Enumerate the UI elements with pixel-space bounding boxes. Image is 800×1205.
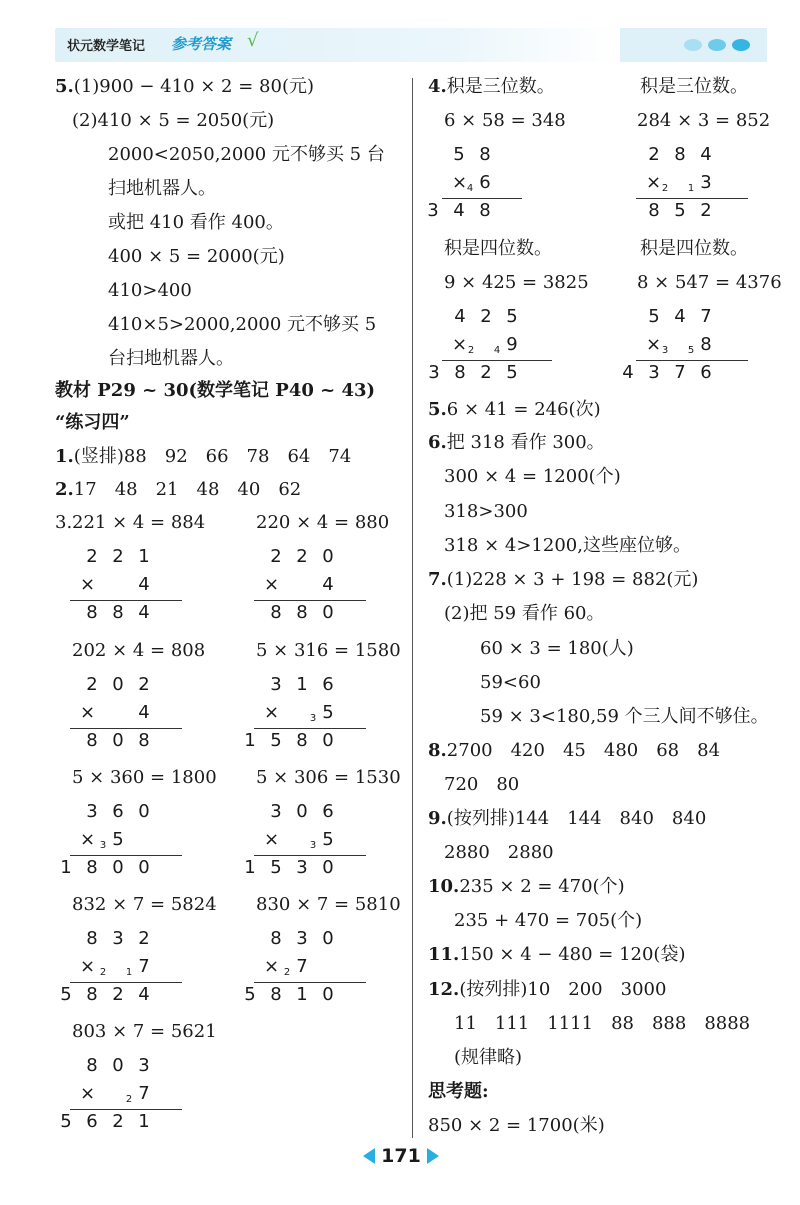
multiplicand-digit: 8 — [86, 928, 98, 949]
calc-underline — [254, 600, 366, 601]
carry-digit: 3 — [309, 713, 317, 724]
product-digit: 5 — [674, 200, 686, 221]
question-number: 2. — [55, 479, 74, 500]
multiplicand-digit: 2 — [648, 144, 660, 165]
product-digit: 3 — [296, 857, 308, 878]
carry-digit: 4 — [466, 183, 474, 194]
calc-equation: 803 × 7 = 5621 — [72, 1021, 217, 1042]
product-digit: 7 — [674, 362, 686, 383]
multiplier-digit: 4 — [322, 574, 334, 595]
multiplier-digit: 5 — [112, 829, 124, 850]
carry-digit: 1 — [687, 183, 695, 194]
product-digit: 8 — [454, 362, 466, 383]
product-digit: 2 — [112, 1111, 124, 1132]
multiplicand-digit: 3 — [270, 674, 282, 695]
answer-line — [55, 481, 301, 499]
answer-line: 积是四位数。 — [444, 238, 552, 259]
multiplier-digit: 7 — [296, 956, 308, 977]
multiplicand-digit: 4 — [674, 306, 686, 327]
multiplicand-digit: 2 — [86, 546, 98, 567]
calc-equation: 221 × 4 = 884 — [72, 512, 206, 533]
multiply-sign: × — [80, 574, 96, 595]
question-number: 3. — [55, 512, 73, 533]
carry-digit: 2 — [661, 183, 669, 194]
product-digit: 3 — [648, 362, 660, 383]
product-digit: 8 — [86, 984, 98, 1005]
calc-equation: 284 × 3 = 852 — [637, 110, 771, 131]
multiplier-digit: 4 — [138, 702, 150, 723]
product-digit: 0 — [138, 857, 150, 878]
answer-text: 6 × 41 = 246(次) — [446, 399, 601, 420]
arrow-right-icon — [427, 1148, 439, 1164]
product-digit: 5 — [60, 984, 72, 1005]
multiplicand-digit: 0 — [138, 801, 150, 822]
multiply-sign: × — [264, 829, 280, 850]
answer-text: 235 × 2 = 470(个) — [459, 876, 625, 897]
question-number: 5. — [55, 76, 74, 97]
check-icon: √ — [247, 30, 259, 51]
multiplicand-digit: 8 — [86, 1055, 98, 1076]
multiplicand-digit: 8 — [674, 144, 686, 165]
answer-text: (1)228 × 3 + 198 = 882(元) — [446, 569, 699, 590]
carry-digit: 2 — [283, 967, 291, 978]
multiplicand-digit: 3 — [86, 801, 98, 822]
answer-line — [428, 401, 601, 419]
calc-equation: 9 × 425 = 3825 — [444, 272, 589, 293]
question-number: 11. — [428, 944, 460, 965]
multiplicand-digit: 5 — [648, 306, 660, 327]
carry-digit: 3 — [661, 345, 669, 356]
multiplicand-digit: 2 — [138, 928, 150, 949]
book-title: 状元数学笔记 — [67, 39, 146, 54]
header-decoration — [620, 28, 767, 62]
page-number-text: 171 — [381, 1145, 421, 1167]
question-number: 7. — [428, 569, 447, 590]
multiply-sign: × — [452, 172, 468, 193]
multiplicand-digit: 2 — [480, 306, 492, 327]
answer-text: (1)900 − 410 × 2 = 80(元) — [73, 76, 314, 97]
product-digit: 1 — [244, 730, 256, 751]
product-digit: 1 — [60, 857, 72, 878]
multiply-sign: × — [264, 956, 280, 977]
product-digit: 8 — [86, 602, 98, 623]
multiplicand-digit: 4 — [700, 144, 712, 165]
calc-underline — [442, 360, 552, 361]
calc-equation: 5 × 306 = 1530 — [256, 767, 401, 788]
multiply-sign: × — [80, 1083, 96, 1104]
calc-underline — [70, 1109, 182, 1110]
multiply-sign: × — [452, 334, 468, 355]
arrow-left-icon — [363, 1148, 375, 1164]
calc-underline — [442, 198, 522, 199]
answer-line: 410×5>2000,2000 元不够买 5 — [108, 314, 377, 335]
dot-icon — [732, 39, 750, 51]
multiplicand-digit: 5 — [453, 144, 465, 165]
answer-text: (按列排)144 144 840 840 — [446, 808, 707, 829]
carry-digit: 2 — [125, 1094, 133, 1105]
question-number: 12. — [428, 979, 460, 1000]
column-divider — [412, 78, 413, 1138]
product-digit: 4 — [622, 362, 634, 383]
answer-line: 积是四位数。 — [640, 238, 748, 259]
product-digit: 5 — [270, 730, 282, 751]
answer-line — [428, 742, 720, 760]
answer-text: (按列排)10 200 3000 — [459, 979, 667, 1000]
product-digit: 2 — [480, 362, 492, 383]
multiplicand-digit: 1 — [296, 674, 308, 695]
multiplicand-digit: 1 — [138, 546, 150, 567]
multiplicand-digit: 2 — [112, 546, 124, 567]
multiplicand-digit: 3 — [112, 928, 124, 949]
calc-equation: 8 × 547 = 4376 — [637, 272, 782, 293]
dot-icon — [684, 39, 702, 51]
product-digit: 8 — [270, 602, 282, 623]
answer-line: 台扫地机器人。 — [108, 348, 234, 369]
product-digit: 4 — [138, 602, 150, 623]
textbook-reference: 教材 P29 ~ 30(数学笔记 P40 ~ 43) — [55, 380, 376, 401]
multiply-sign: × — [80, 702, 96, 723]
multiplier-digit: 4 — [138, 574, 150, 595]
answer-line: 850 × 2 = 1700(米) — [428, 1115, 605, 1136]
multiplicand-digit: 8 — [270, 928, 282, 949]
answer-line: 积是三位数。 — [640, 76, 748, 97]
calc-equation: 202 × 4 = 808 — [72, 640, 206, 661]
answer-line: (2)把 59 看作 60。 — [444, 603, 605, 624]
product-digit: 3 — [427, 200, 439, 221]
page-number — [355, 1142, 445, 1172]
product-digit: 0 — [112, 730, 124, 751]
product-digit: 5 — [506, 362, 518, 383]
question-number: 10. — [428, 876, 460, 897]
carry-digit: 2 — [99, 967, 107, 978]
multiplicand-digit: 7 — [700, 306, 712, 327]
product-digit: 2 — [112, 984, 124, 1005]
answer-text: (竖排)88 92 66 78 64 74 — [73, 446, 352, 467]
multiply-sign: × — [646, 334, 662, 355]
multiplier-digit: 3 — [700, 172, 712, 193]
calc-underline — [70, 728, 182, 729]
answer-line — [428, 810, 706, 828]
multiplier-digit: 6 — [479, 172, 491, 193]
product-digit: 0 — [322, 602, 334, 623]
multiplicand-digit: 2 — [86, 674, 98, 695]
product-digit: 2 — [700, 200, 712, 221]
product-digit: 5 — [244, 984, 256, 1005]
answer-line: 410>400 — [108, 280, 192, 301]
calc-underline — [254, 982, 366, 983]
calc-underline — [70, 855, 182, 856]
answer-line: 11 111 1111 88 888 8888 — [454, 1013, 751, 1034]
answer-line — [428, 981, 666, 999]
calc-underline — [254, 855, 366, 856]
multiply-sign: × — [80, 829, 96, 850]
multiplicand-digit: 3 — [270, 801, 282, 822]
multiplicand-digit: 3 — [138, 1055, 150, 1076]
multiplier-digit: 9 — [506, 334, 518, 355]
answer-line: (2)410 × 5 = 2050(元) — [72, 110, 275, 131]
product-digit: 0 — [322, 730, 334, 751]
answer-line — [428, 946, 685, 964]
product-digit: 8 — [296, 602, 308, 623]
calc-equation: 6 × 58 = 348 — [444, 110, 566, 131]
answer-line: 或把 410 看作 400。 — [108, 212, 284, 233]
section-title: 参考答案 — [171, 35, 232, 53]
calc-equation: 5 × 360 = 1800 — [72, 767, 217, 788]
calc-underline — [636, 360, 748, 361]
answer-line — [428, 571, 698, 589]
answer-line: 2000<2050,2000 元不够买 5 台 — [108, 144, 385, 165]
multiplicand-digit: 0 — [322, 546, 334, 567]
multiplier-digit: 5 — [322, 702, 334, 723]
dot-icon — [708, 39, 726, 51]
question-number: 4. — [428, 76, 447, 97]
header-banner — [55, 28, 615, 62]
answer-line — [55, 448, 351, 466]
calc-underline — [636, 198, 748, 199]
carry-digit: 3 — [309, 840, 317, 851]
multiplicand-digit: 4 — [454, 306, 466, 327]
multiplier-digit: 8 — [700, 334, 712, 355]
question-number: 5. — [428, 399, 447, 420]
calc-equation: 220 × 4 = 880 — [256, 512, 390, 533]
answer-line: 720 80 — [444, 774, 520, 795]
multiplicand-digit: 6 — [112, 801, 124, 822]
multiplier-digit: 5 — [322, 829, 334, 850]
product-digit: 1 — [138, 1111, 150, 1132]
product-digit: 8 — [648, 200, 660, 221]
question-number: 9. — [428, 808, 447, 829]
answer-line: 59<60 — [480, 672, 541, 693]
product-digit: 8 — [112, 602, 124, 623]
product-digit: 5 — [270, 857, 282, 878]
answer-line — [428, 78, 555, 96]
answer-line: 318 × 4>1200,这些座位够。 — [444, 535, 691, 556]
answer-line: 300 × 4 = 1200(个) — [444, 466, 621, 487]
multiplicand-digit: 8 — [479, 144, 491, 165]
answer-line: (规律略) — [454, 1047, 523, 1068]
calc-underline — [70, 600, 182, 601]
carry-digit: 4 — [493, 345, 501, 356]
product-digit: 8 — [86, 857, 98, 878]
multiplicand-digit: 6 — [322, 801, 334, 822]
product-digit: 8 — [270, 984, 282, 1005]
product-digit: 8 — [138, 730, 150, 751]
product-digit: 5 — [60, 1111, 72, 1132]
multiplicand-digit: 2 — [138, 674, 150, 695]
multiply-sign: × — [264, 574, 280, 595]
page-header — [55, 28, 767, 62]
product-digit: 8 — [86, 730, 98, 751]
answer-text: 150 × 4 − 480 = 120(袋) — [459, 944, 686, 965]
answer-line: 60 × 3 = 180(人) — [480, 638, 634, 659]
multiplicand-digit: 6 — [322, 674, 334, 695]
multiplicand-digit: 3 — [296, 928, 308, 949]
product-digit: 4 — [453, 200, 465, 221]
answer-line: 318>300 — [444, 501, 528, 522]
calc-underline — [70, 982, 182, 983]
carry-digit: 3 — [99, 840, 107, 851]
answer-text: 把 318 看作 300。 — [446, 432, 605, 453]
product-digit: 1 — [296, 984, 308, 1005]
carry-digit: 1 — [125, 967, 133, 978]
exercise-title: “练习四” — [55, 412, 130, 433]
question-number: 1. — [55, 446, 74, 467]
product-digit: 0 — [322, 984, 334, 1005]
multiply-sign: × — [646, 172, 662, 193]
calc-equation: 5 × 316 = 1580 — [256, 640, 401, 661]
carry-digit: 5 — [687, 345, 695, 356]
multiplicand-digit: 0 — [112, 674, 124, 695]
carry-digit: 2 — [467, 345, 475, 356]
product-digit: 0 — [112, 857, 124, 878]
multiplicand-digit: 0 — [112, 1055, 124, 1076]
product-digit: 3 — [428, 362, 440, 383]
question-number: 8. — [428, 740, 447, 761]
product-digit: 4 — [138, 984, 150, 1005]
calc-equation: 832 × 7 = 5824 — [72, 894, 217, 915]
answer-line: 400 × 5 = 2000(元) — [108, 246, 285, 267]
multiplier-digit: 7 — [138, 956, 150, 977]
product-digit: 6 — [700, 362, 712, 383]
answer-line: 2880 2880 — [444, 842, 554, 863]
product-digit: 6 — [86, 1111, 98, 1132]
answer-text: 2700 420 45 480 68 84 — [446, 740, 721, 761]
answer-text: 积是三位数。 — [446, 76, 555, 97]
think-title: 思考题: — [428, 1081, 489, 1102]
answer-line — [55, 78, 314, 96]
calc-underline — [254, 728, 366, 729]
product-digit: 0 — [322, 857, 334, 878]
answer-line: 59 × 3<180,59 个三人间不够住。 — [480, 706, 769, 727]
multiplier-digit: 7 — [138, 1083, 150, 1104]
multiplicand-digit: 5 — [506, 306, 518, 327]
answer-line: 235 + 470 = 705(个) — [454, 910, 643, 931]
multiply-sign: × — [264, 702, 280, 723]
product-digit: 8 — [296, 730, 308, 751]
answer-line: 扫地机器人。 — [108, 178, 216, 199]
multiplicand-digit: 2 — [270, 546, 282, 567]
product-digit: 8 — [479, 200, 491, 221]
answer-line — [428, 434, 605, 452]
multiplicand-digit: 0 — [322, 928, 334, 949]
answer-line — [428, 878, 625, 896]
question-number: 6. — [428, 432, 447, 453]
calc-equation: 830 × 7 = 5810 — [256, 894, 401, 915]
multiply-sign: × — [80, 956, 96, 977]
answer-text: 17 48 21 48 40 62 — [73, 479, 302, 500]
multiplicand-digit: 2 — [296, 546, 308, 567]
multiplicand-digit: 0 — [296, 801, 308, 822]
product-digit: 1 — [244, 857, 256, 878]
